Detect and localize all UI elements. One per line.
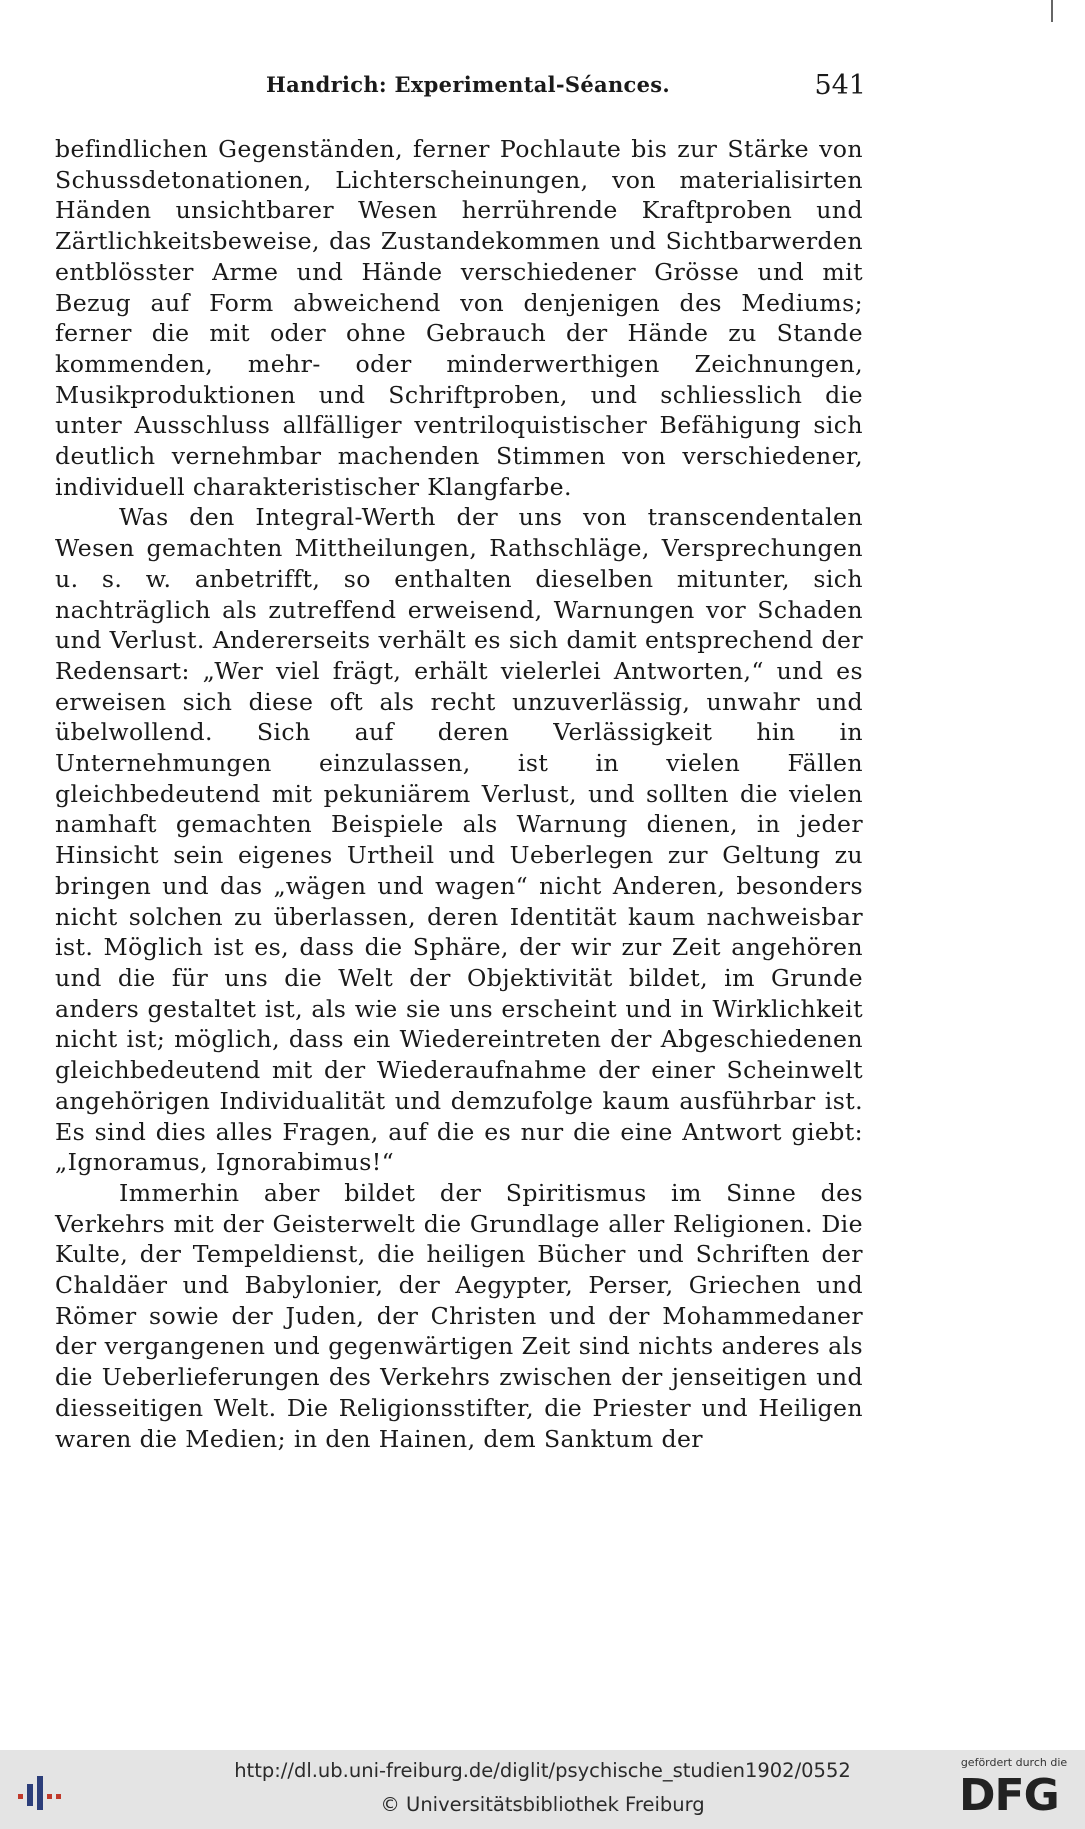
page-number: 541 — [814, 70, 866, 101]
paragraph-2: Was den Integral-Werth der uns von transcendentalen Wesen gemachten Mittheilungen, Rathschläge, Versprechungen u. s. w. anbetrifft, so enthalten dieselben mitunter, sich nachträglich als zutreffend erweisend, Warnungen vor Schaden und Verlust. Andererseits verhält es sich damit entsprechend der Redensart: „Wer viel frägt, erhält vielerlei Antworten,“ und es erweisen sich diese oft als recht unzuverlässig, unwahr und übelwollend. Sich auf deren Verlässigkeit hin in Unternehmungen einzulassen, ist in vielen Fällen gleichbedeutend mit pekuniärem Verlust, und sollten die vielen namhaft gemachten Beispiele als Warnung dienen, in jeder Hinsicht sein eigenes Urtheil und Ueberlegen zur Geltung zu bringen und das „wägen und wagen“ nicht Anderen, besonders nicht solchen zu überlassen, deren Identität kaum nachweisbar ist. Möglich ist es, dass die Sphäre, der wir zur Zeit angehören und die für uns die Welt der Objektivität bildet, im Grunde anders gestaltet ist, als wie sie uns erscheint und in Wirklichkeit nicht ist; möglich, dass ein Wiedereintreten der Abgeschiedenen gleichbedeutend mit der Wiederaufnahme der einer Scheinwelt angehörigen Individualität und demzufolge kaum ausführbar ist. Es sind dies alles Fragen, auf die es nur die eine Antwort giebt: „Ignoramus, Ignorabimus!“ — [55, 503, 863, 1177]
sponsor-caption: gefördert durch die — [960, 1756, 1068, 1769]
running-title: Handrich: Experimental-Séances. — [266, 72, 671, 97]
dfg-sponsor-block — [955, 1756, 1073, 1824]
viewer-footer — [0, 1750, 1085, 1829]
copyright-notice: © Universitätsbibliothek Freiburg — [380, 1793, 705, 1816]
document-url[interactable]: http://dl.ub.uni-freiburg.de/diglit/psychische_studien1902/0552 — [234, 1759, 851, 1782]
paragraph-1: befindlichen Gegenständen, ferner Pochlaute bis zur Stärke von Schussdetonationen, Lichterscheinungen, von materialisirten Händen unsichtbarer Wesen herrührende Kraftproben und Zärtlichkeitsbeweise, das Zustandekommen und Sichtbarwerden entblösster Arme und Hände verschiedener Grösse und mit Bezug auf Form abweichend von denjenigen des Mediums; ferner die mit oder ohne Gebrauch der Hände zu Stande kommenden, mehr- oder minderwerthigen Zeichnungen, Musikproduktionen und Schriftproben, und schliesslich die unter Ausschluss allfälliger ventriloquistischer Befähigung sich deutlich vernehmbar machenden Stimmen von verschiedener, individuell charakteristischer Klangfarbe. — [55, 135, 863, 501]
paragraph-3: Immerhin aber bildet der Spiritismus im Sinne des Verkehrs mit der Geisterwelt die Grundlage aller Religionen. Die Kulte, der Tempeldienst, die heiligen Bücher und Schriften der Chaldäer und Babylonier, der Aegypter, Perser, Griechen und Römer sowie der Juden, der Christen und der Mohammedaner der vergangenen und gegenwärtigen Zeit sind nichts anderes als die Ueberlieferungen des Verkehrs zwischen der jenseitigen und diesseitigen Welt. Die Religionsstifter, die Priester und Heiligen waren die Medien; in den Hainen, dem Sanktum der — [55, 1178, 863, 1453]
running-head — [266, 72, 866, 106]
page-edge-mark — [1051, 0, 1053, 22]
body-text — [55, 134, 863, 1454]
dfg-logo: DFG — [959, 1770, 1059, 1821]
